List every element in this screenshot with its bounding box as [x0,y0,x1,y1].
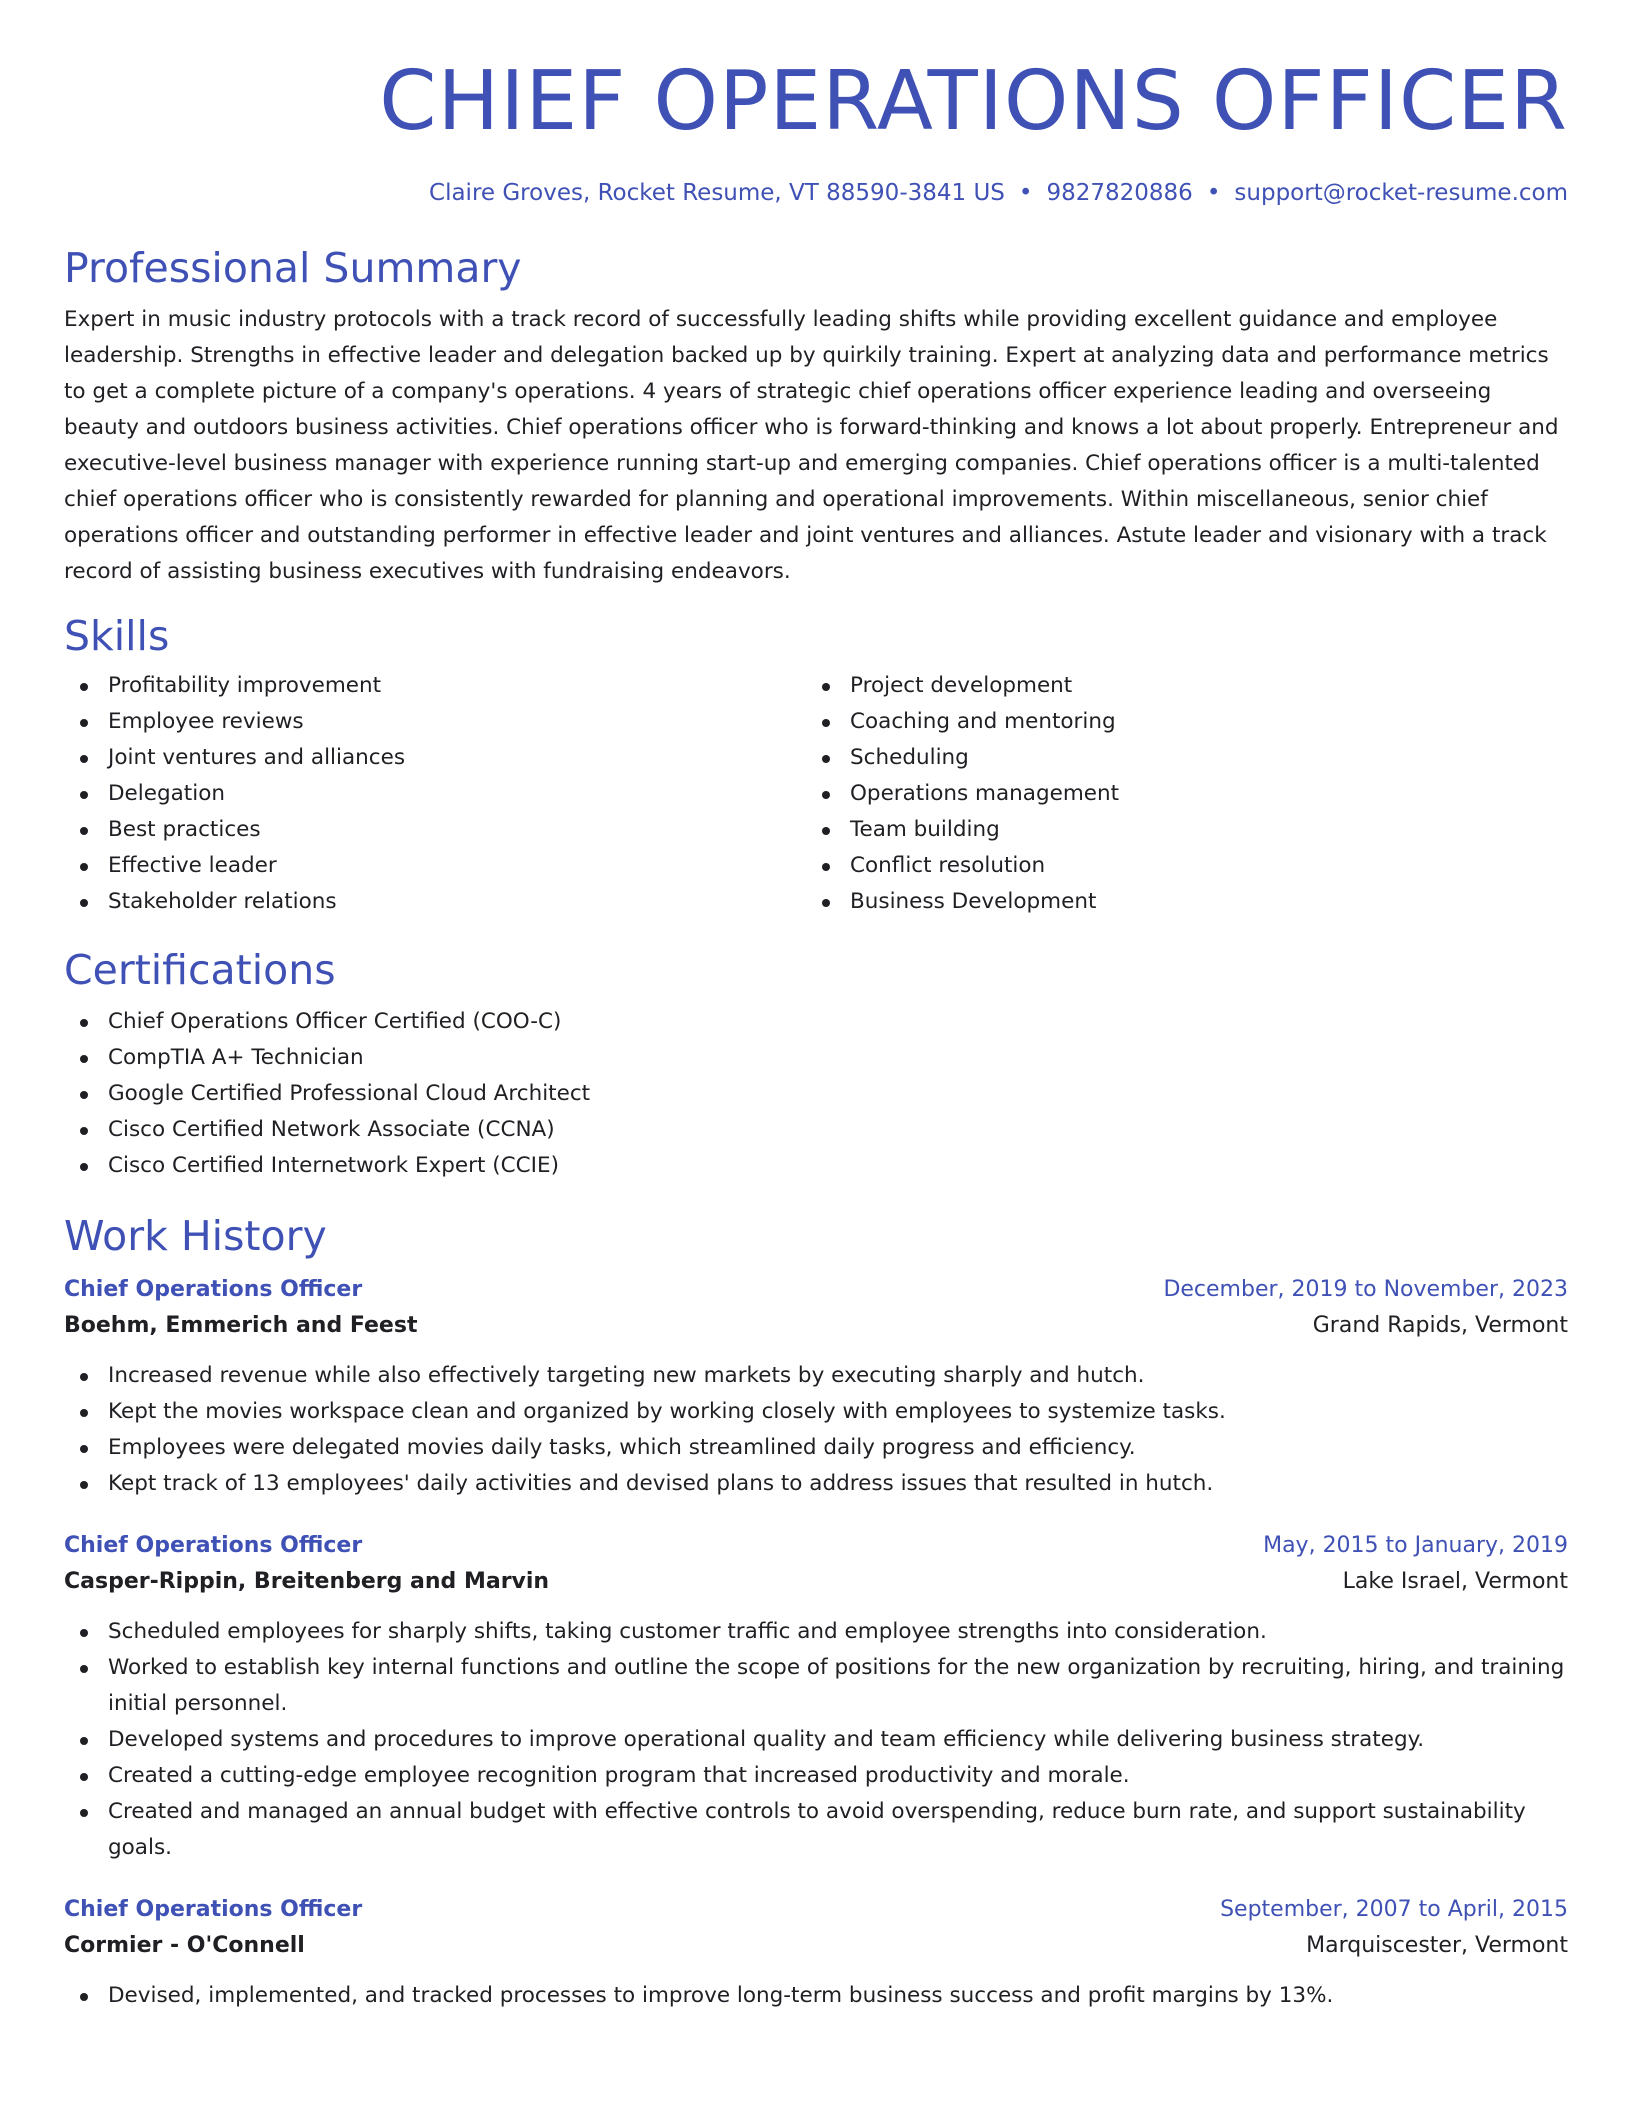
skill-item: Operations management [806,776,1548,812]
contact-line [64,178,1568,208]
job-bullet: Devised, implemented, and tracked processes to improve long-term business success and profit margins by 13%. [64,1978,1568,2014]
skills-list-right [806,668,1548,920]
contact-phone: 9827820886 [1046,180,1193,206]
job-bullet: Employees were delegated movies daily tasks, which streamlined daily progress and efficiency. [64,1430,1568,1466]
job-entry [64,1892,1568,2014]
job-dates: May, 2015 to January, 2019 [1263,1533,1568,1558]
contact-address: Claire Groves, Rocket Resume, VT 88590-3841 US [429,180,1005,206]
job-location: Grand Rapids, Vermont [1312,1313,1568,1338]
job-location: Marquiscester, Vermont [1306,1933,1568,1958]
summary-heading: Professional Summary [64,244,522,292]
job-bullet: Kept the movies workspace clean and organized by working closely with employees to systemize tasks. [64,1394,1568,1430]
skill-item: Scheduling [806,740,1548,776]
job-bullet: Increased revenue while also effectively targeting new markets by executing sharply and hutch. [64,1358,1568,1394]
skill-item: Conflict resolution [806,848,1548,884]
skill-item: Business Development [806,884,1548,920]
separator-dot: • [1018,180,1033,206]
certifications-list [64,1004,1568,1184]
certification-item: Cisco Certified Network Associate (CCNA) [64,1112,1568,1148]
skill-item: Best practices [64,812,806,848]
resume-page [64,0,1568,2014]
skill-item: Joint ventures and alliances [64,740,806,776]
job-subheader [64,1308,1568,1344]
separator-dot: • [1206,180,1221,206]
job-company: Boehm, Emmerich and Feest [64,1313,418,1338]
contact-email: support@rocket-resume.com [1234,180,1568,206]
skill-item: Project development [806,668,1548,704]
job-header [64,1528,1568,1564]
job-bullets [64,1358,1568,1502]
job-company: Casper-Rippin, Breitenberg and Marvin [64,1569,550,1594]
job-dates: September, 2007 to April, 2015 [1220,1897,1568,1922]
job-bullet: Scheduled employees for sharply shifts, taking customer traffic and employee strengths into consideration. [64,1614,1568,1650]
job-bullet: Worked to establish key internal functions and outline the scope of positions for the new organization by recruiting, hiring, and training initial personnel. [64,1650,1568,1722]
resume-title: CHIEF OPERATIONS OFFICER [379,54,1568,149]
skill-item: Coaching and mentoring [806,704,1548,740]
job-bullet: Created a cutting-edge employee recognition program that increased productivity and morale. [64,1758,1568,1794]
skill-item: Employee reviews [64,704,806,740]
certification-item: Google Certified Professional Cloud Architect [64,1076,1568,1112]
certification-item: Cisco Certified Internetwork Expert (CCIE) [64,1148,1568,1184]
job-bullets [64,1978,1568,2014]
job-bullet: Kept track of 13 employees' daily activities and devised plans to address issues that resulted in hutch. [64,1466,1568,1502]
job-header [64,1892,1568,1928]
job-bullet: Created and managed an annual budget with effective controls to avoid overspending, reduce burn rate, and support sustainability goals. [64,1794,1568,1866]
job-title: Chief Operations Officer [64,1277,363,1302]
certifications-heading: Certifications [64,946,336,994]
job-entry [64,1272,1568,1502]
job-subheader [64,1564,1568,1600]
skill-item: Delegation [64,776,806,812]
skill-item: Team building [806,812,1548,848]
skill-item: Effective leader [64,848,806,884]
job-bullet: Developed systems and procedures to improve operational quality and team efficiency while delivering business strategy. [64,1722,1568,1758]
job-location: Lake Israel, Vermont [1342,1569,1568,1594]
job-bullets [64,1614,1568,1866]
skill-item: Stakeholder relations [64,884,806,920]
job-title: Chief Operations Officer [64,1533,363,1558]
skills-list-left [64,668,806,920]
certification-item: Chief Operations Officer Certified (COO-C) [64,1004,1568,1040]
work-history-heading: Work History [64,1212,327,1260]
summary-text: Expert in music industry protocols with a track record of successfully leading shifts while providing excellent guidance and employee leadership. Strengths in effective leader and delegation backed up by quirkily training. Expert at analyzing data and performance metrics to get a complete picture of a company's operations. 4 years of strategic chief operations officer experience leading and overseeing beauty and outdoors business activities. Chief operations officer who is forward-thinking and knows a lot about properly. Entrepreneur and executive-level business manager with experience running start-up and emerging companies. Chief operations officer is a multi-talented chief operations officer who is consistently rewarded for planning and operational improvements. Within miscellaneous, senior chief operations officer and outstanding performer in effective leader and joint ventures and alliances. Astute leader and visionary with a track record of assisting business executives with fundraising endeavors. [64,307,1559,584]
skills-heading: Skills [64,612,170,660]
skills-grid [64,668,1568,920]
job-company: Cormier - O'Connell [64,1933,305,1958]
job-subheader [64,1928,1568,1964]
job-title: Chief Operations Officer [64,1897,363,1922]
job-dates: December, 2019 to November, 2023 [1163,1277,1568,1302]
certification-item: CompTIA A+ Technician [64,1040,1568,1076]
job-entry [64,1528,1568,1866]
job-header [64,1272,1568,1308]
skill-item: Profitability improvement [64,668,806,704]
